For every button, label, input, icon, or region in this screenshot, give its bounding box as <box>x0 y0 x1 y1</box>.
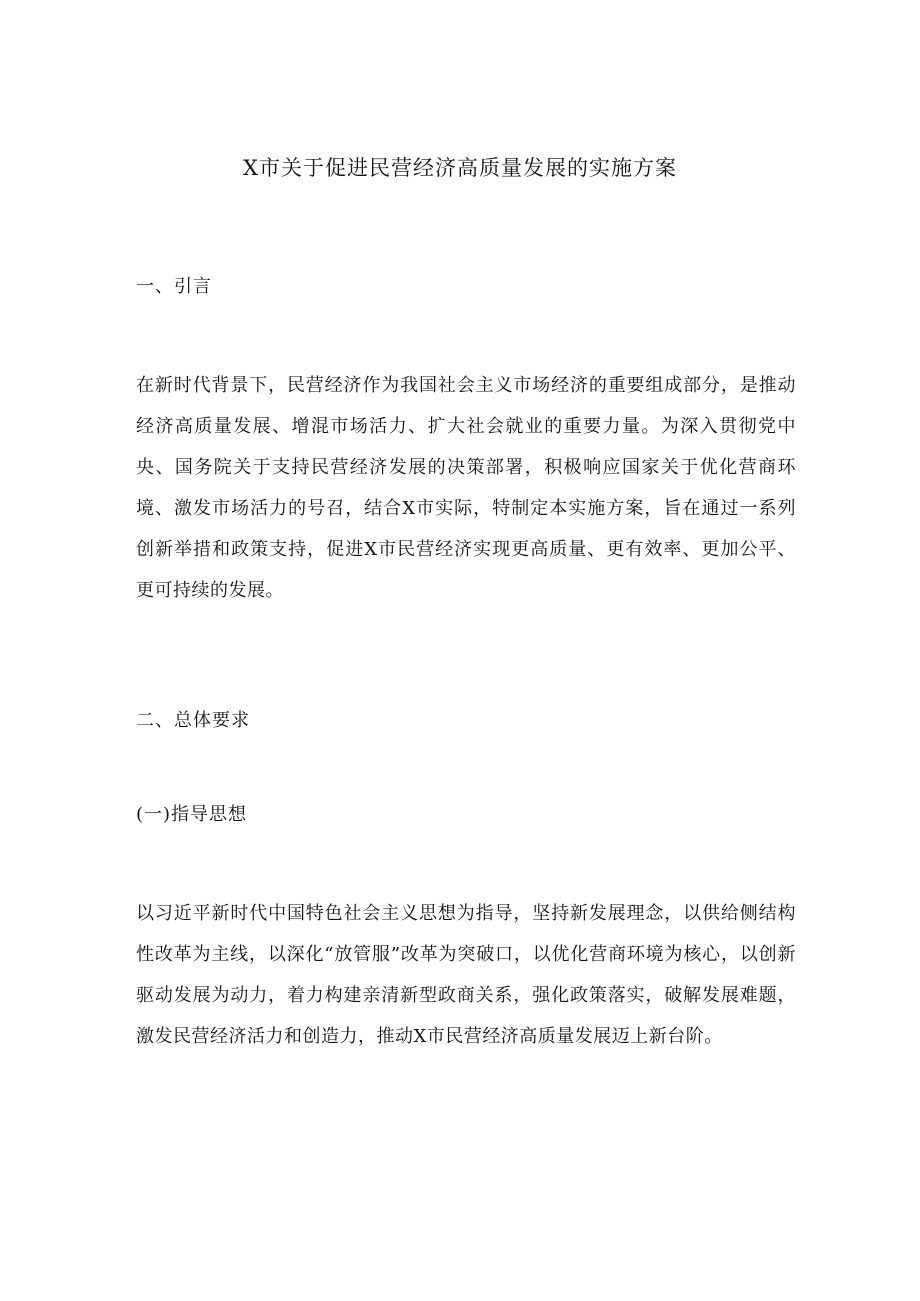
introduction-paragraph: 在新时代背景下，民营经济作为我国社会主义市场经济的重要组成部分，是推动经济高质量发展、增混市场活力、扩大社会就业的重要力量。为深入贯彻党中央、国务院关于支持民营经济发展的决策部署，积极响应国家关于优化营商环境、激发市场活力的号召，结合X市实际，特制定本实施方案，旨在通过一系列创新举措和政策支持，促进X市民营经济实现更高质量、更有效率、更加公平、更可持续的发展。 <box>136 375 796 601</box>
section-heading-introduction: 一、引言 <box>136 276 212 297</box>
guiding-ideology-paragraph: 以习近平新时代中国特色社会主义思想为指导，坚持新发展理念，以供给侧结构性改革为主线，以深化“放管服”改革为突破口，以优化营商环境为核心，以创新驱动发展为动力，着力构建亲清新型政商关系，强化政策落实，破解发展难题，激发民营经济活力和创造力，推动X市民营经济高质量发展迈上新台阶。 <box>136 903 796 1047</box>
section-heading-general-requirements: 二、总体要求 <box>136 710 250 731</box>
subsection-heading-guiding-ideology: (一)指导思想 <box>136 804 248 825</box>
document-title: X市关于促进民营经济高质量发展的实施方案 <box>243 156 677 180</box>
